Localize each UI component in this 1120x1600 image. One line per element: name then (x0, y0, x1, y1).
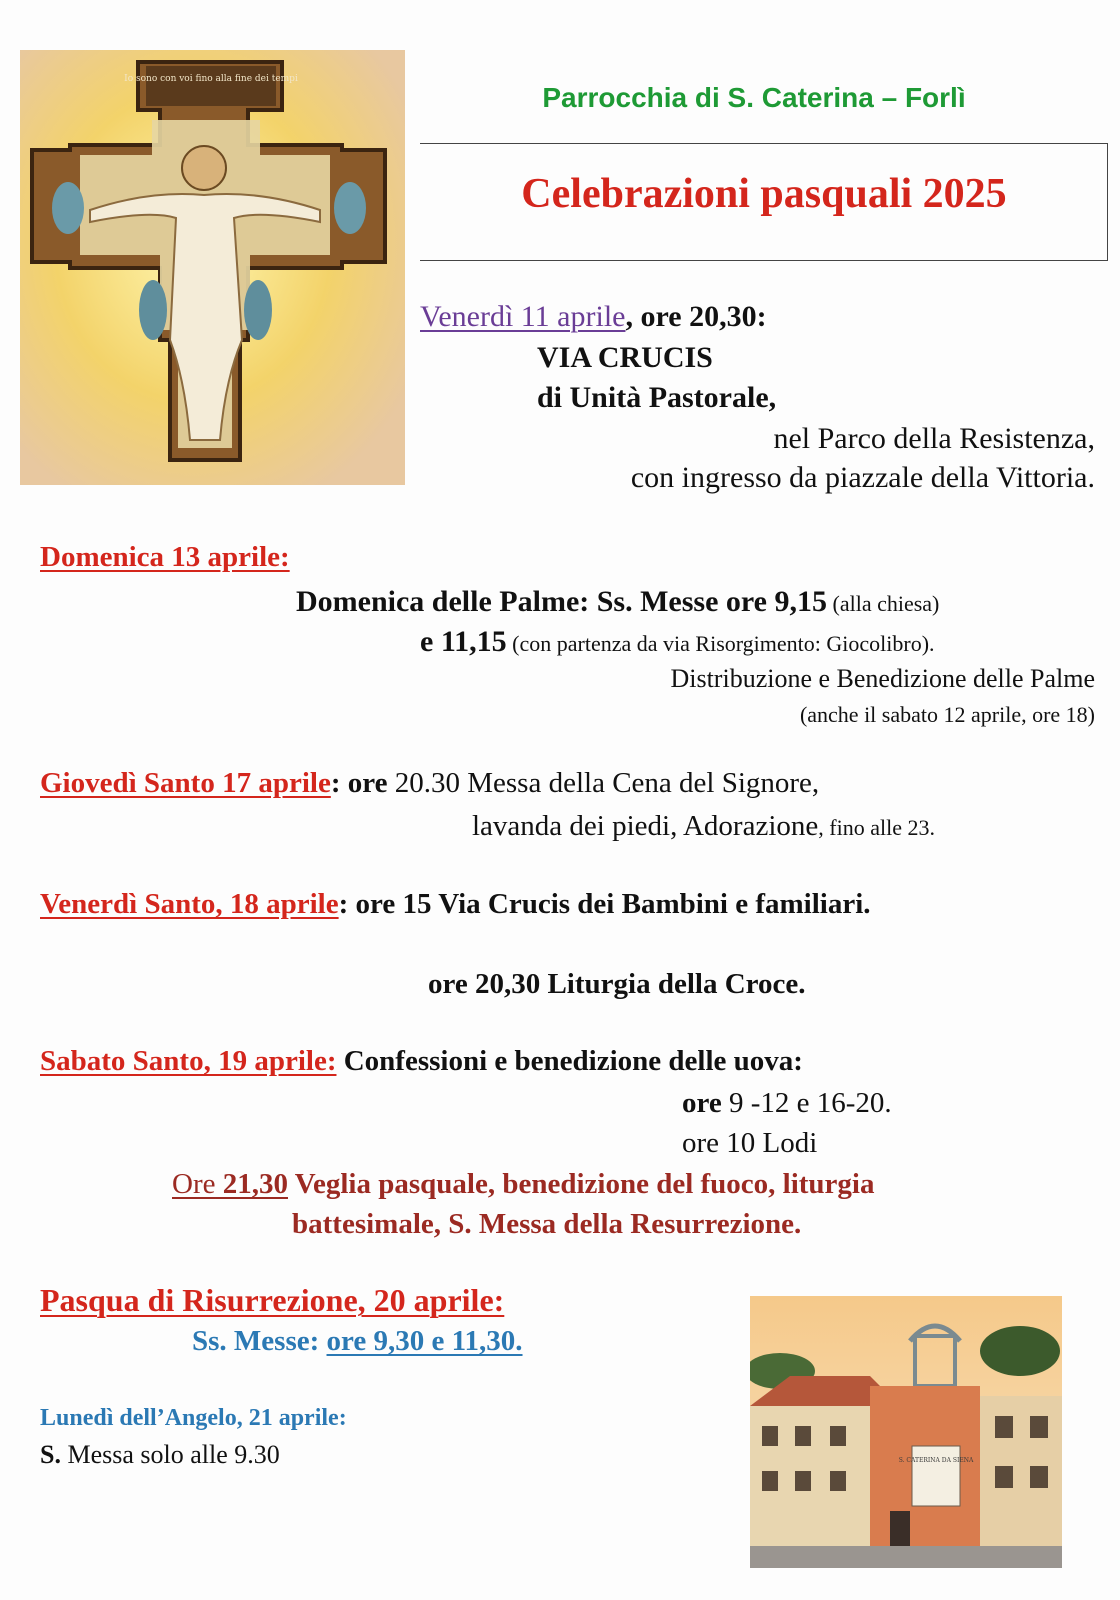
church-sign: S. CATERINA DA SIENA (898, 1457, 974, 1464)
via-crucis-date: Venerdì 11 aprile (420, 300, 626, 333)
venerdi-via-crucis: : ore 15 Via Crucis dei Bambini e familiari. (338, 888, 871, 920)
giovedi-mass: 20.30 Messa della Cena del Signore, (387, 767, 820, 799)
sabato-line1 (40, 1045, 803, 1078)
via-crucis-place: nel Parco della Resistenza, (773, 422, 1095, 455)
sabato-ore: ore (682, 1087, 722, 1119)
sabato-veglia (172, 1168, 874, 1201)
palme-masses: Domenica delle Palme: Ss. Messe ore 9,15 (296, 585, 827, 618)
church-photo (750, 1296, 1062, 1568)
pasqua-masses (192, 1325, 523, 1358)
palme-saturday-note: (anche il sabato 12 aprile, ore 18) (799, 702, 1095, 727)
lunedi-s: S. (40, 1440, 61, 1469)
palme-line2 (420, 625, 935, 659)
giovedi-line2 (472, 810, 935, 843)
lunedi-mass (40, 1440, 280, 1470)
palme-note2: (con partenza da via Risorgimento: Giocolibro). (506, 631, 935, 656)
palme-second-mass: e 11,15 (420, 625, 507, 658)
sabato-veglia-time: 21,30 (215, 1168, 288, 1200)
via-crucis-heading (420, 300, 767, 334)
crucifix-inscription: Io sono con voi fino alla fine dei tempi (124, 74, 298, 84)
giovedi-note: , fino alle 23. (818, 815, 935, 840)
venerdi-date: Venerdì Santo, 18 aprile (40, 888, 339, 920)
pasqua-date: Pasqua di Risurrezione, 20 aprile: (40, 1282, 505, 1318)
parish-name: Parrocchia di S. Caterina – Forlì (542, 82, 966, 113)
pasqua-messe-label: Ss. Messe: (192, 1325, 327, 1357)
venerdi-line1 (40, 888, 871, 921)
sabato-line2 (682, 1087, 892, 1120)
lunedi-date: Lunedì dell’Angelo, 21 aprile: (40, 1405, 347, 1431)
sabato-hours: 9 -12 e 16-20. (721, 1087, 892, 1119)
giovedi-ore: ore (347, 767, 388, 799)
via-crucis-entrance: con ingresso da piazzale della Vittoria. (630, 461, 1095, 494)
crucifix-image (20, 50, 405, 485)
sabato-veglia-cont: battesimale, S. Messa della Resurrezione. (292, 1208, 802, 1240)
palme-note1: (alla chiesa) (827, 591, 940, 616)
giovedi-date: Giovedì Santo 17 aprile (40, 767, 331, 799)
pasqua-messe-times: ore 9,30 e 11,30. (326, 1325, 523, 1357)
via-crucis-subtitle: di Unità Pastorale, (537, 381, 777, 414)
lunedi-mass-text: Messa solo alle 9.30 (60, 1440, 280, 1469)
palme-distribution: Distribuzione e Benedizione delle Palme (670, 664, 1095, 693)
giovedi-adoration: lavanda dei piedi, Adorazione (472, 810, 819, 842)
palme-date: Domenica 13 aprile: (40, 541, 290, 573)
sabato-date: Sabato Santo, 19 aprile: (40, 1045, 337, 1077)
giovedi-colon: : (330, 767, 348, 799)
sabato-veglia-text: Veglia pasquale, benedizione del fuoco, liturgia (287, 1168, 875, 1200)
palme-line1 (296, 585, 939, 619)
sabato-veglia-ore: Ore (172, 1168, 216, 1200)
page-title: Celebrazioni pasquali 2025 (521, 171, 1007, 217)
via-crucis-title: VIA CRUCIS (537, 341, 713, 374)
venerdi-croce: ore 20,30 Liturgia della Croce. (428, 968, 806, 1000)
giovedi-line1 (40, 767, 819, 800)
via-crucis-time: , ore 20,30: (625, 300, 767, 333)
sabato-confessions: Confessioni e benedizione delle uova: (336, 1045, 803, 1077)
sabato-lodi: ore 10 Lodi (682, 1127, 818, 1159)
